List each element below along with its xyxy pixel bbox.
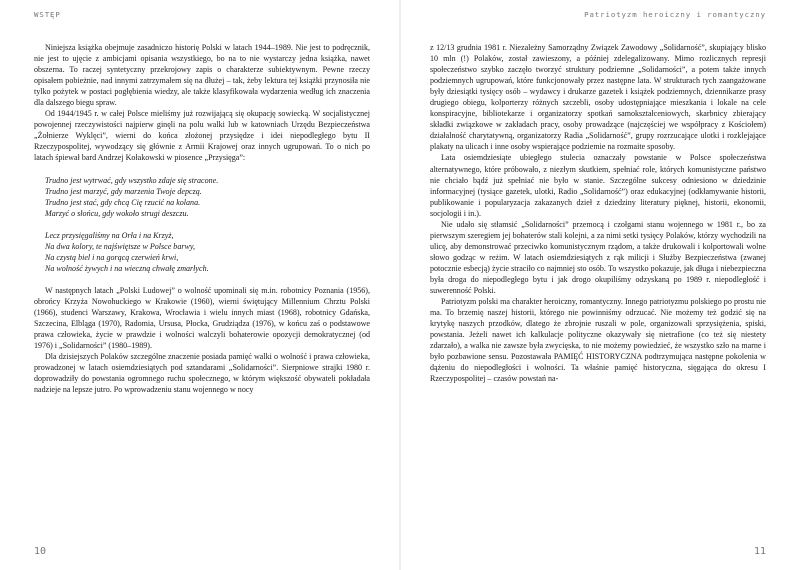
right-page-body xyxy=(430,42,766,384)
paragraph: Lata osiemdziesiąte ubiegłego stulecia oznaczały powstanie w Polsce społeczeństwa alternatywnego, które próbowało, z niezłym skutkiem, spełniać role, których komunistyczne państwo nie chciało bądź już spełniać nie było w stanie. Szczególne sukcesy odniesiono w dziedzinie informacyjnej (tysiące gazetek, ulotki, Radio „Solidarność”) oraz edukacyjnej (odkłamywanie historii, publikowanie i popularyzacja zakazanych dzieł z dziedziny literatury pięknej, historii, ekonomii, socjologii i in.). xyxy=(430,153,766,218)
poem-line: Trudno jest wytrwać, gdy wszystko zdaje się stracone. xyxy=(45,175,219,185)
poem-line: Trudno jest stać, gdy chcą Cię rzucić na kolana. xyxy=(45,197,201,207)
paragraph: Dla dzisiejszych Polaków szczególne znaczenie posiada pamięć walki o wolność i prawa człowieka, prowadzonej w latach osiemdziesiątych pod sztandarami „Solidarności”. Sierpniowe strajki 1980 r. doprowadziły do powstania ogromnego ruchu społecznego, w którym większość obywateli pokładała nadzieje na lepsze jutro. Po wprowadzeniu stanu wojennego w nocy xyxy=(34,352,370,395)
paragraph: Niniejsza książka obejmuje zasadniczo historię Polski w latach 1944–1989. Nie jest to podręcznik, nie jest to ujęcie z ambicjami opisania wszystkiego, bo na to nie wystarczy jedna książka, nawet obszerna. To raczej syntetyczny przekrojowy zapis o charakterze subiektywnym. Pewne rzeczy opisałem pobieżnie, nad innymi zatrzymałem się na dłużej – tak, żeby lektura tej książki przynosiła nie tylko pożytek w postaci pogłębienia wiedzy, ale także klasyfikowała wydarzenia według ich znaczenia dla dalszego biegu spraw. xyxy=(34,43,370,108)
poem-line: Na czystą biel i na gorącą czerwień krwi, xyxy=(45,252,179,262)
paragraph: Nie udało się stłamsić „Solidarności” przemocą i czołgami stanu wojennego w 1981 r., bo za pierwszym szeregiem jej bohaterów stali kolejni, a za nimi setki tysięcy Polaków, którzy wychodzili na ulicę, aby demonstrować przeciwko komunistycznym rządom, a także drukowali i kolportowali wolne słowo godząc w reżim. W latach osiemdziesiątych z rąk milicji i Służby Bezpieczeństwa (zwanej potocznie esbecją) życie straciło co najmniej sto osób. To wszystko pokazuje, jak długa i niebezpieczna była droga do niepodległego bytu i jak drogo okupiliśmy odzyskaną po 1989 r. niepodległość i suwerenność Polski. xyxy=(430,219,766,296)
right-page xyxy=(400,0,800,570)
page-number-right: 11 xyxy=(753,546,766,557)
running-head-right: Patriotyzm heroiczny i romantyczny xyxy=(584,10,766,19)
left-page-body xyxy=(34,42,370,395)
page-number-left: 10 xyxy=(34,546,47,557)
poem-quote xyxy=(45,175,370,274)
running-head-left: WSTĘP xyxy=(34,10,61,19)
poem-line: Na dwa kolory, te najświętsze w Polsce barwy, xyxy=(45,241,195,251)
poem-line: Trudno jest marzyć, gdy marzenia Twoje depczą. xyxy=(45,186,202,196)
paragraph: W następnych latach „Polski Ludowej” o wolność upominali się m.in. robotnicy Poznania (1956), obrońcy Krzyża Nowohuckiego w Krakowie (1960), wierni świętujący Millennium Chrztu Polski (1966), studenci Warszawy, Krakowa, Wrocławia i wielu innych miast (1968), robotnicy Gdańska, Szczecina, Elbląga (1970), Radomia, Ursusa, Płocka, Grudziądza (1976), w końcu zaś o podstawowe prawa człowieka, życie w prawdzie i wolności walczyli bohaterowie opozycji demokratycznej (od 1976) i „Solidarności” (1980–1989). xyxy=(34,285,370,351)
paragraph-continuation: z 12/13 grudnia 1981 r. Niezależny Samorządny Związek Zawodowy „Solidarność”, skupiający blisko 10 mln (!) Polaków, został zawieszony, a później zdelegalizowany. Mimo rozlicznych represji społeczeństwo szybko zaczęło tworzyć struktury podziemne „Solidarności”, a potem także innych podziemnych ugrupowań, które funkcjonowały przez następne lata. W strukturach tych zaangażowane były dziesiątki tysięcy osób – wydawcy i drukarze gazetek i książek podziemnych, dziennikarze prasy drugiego obiegu, kolporterzy różnych szczebli, osoby udostępniające mieszkania i lokale na cele konspiracyjne, bibliotekarze i organizatorzy spotkań samokształceniowych, skarbnicy zbierający składki związkowe w zakładach pracy, osoby prowadzące (najczęściej we współpracy z Kościołem) działalność charytatywną, organizatorzy Radia „Solidarność”, grupy rozrzucające ulotki i rozklejające plakaty na ulicach i inne osoby wspierające podziemie na rozmaite sposoby. xyxy=(430,43,766,152)
poem-line: Lecz przysięgaliśmy na Orła i na Krzyż, xyxy=(45,230,174,240)
paragraph: Od 1944/1945 r. w całej Polsce mieliśmy już rozwijającą się okupację sowiecką. W socjalistycznej powojennej rzeczywistości najpierw ginęli na polu walki lub w katowniach Urzędu Bezpieczeństwa „Żołnierze Wyklęci”, wierni do końca złożonej przysiędze i idei niepodległego bytu II Rzeczypospolitej, wywodzący się głównie z Armii Krajowej oraz innych ugrupowań. To o nich po latach śpiewał bard Andrzej Kołakowski w piosence „Przysięga”: xyxy=(34,109,370,163)
poem-line: Na wolność żywych i na wieczną chwałę zmarłych. xyxy=(45,263,209,273)
paragraph: Patriotyzm polski ma charakter heroiczny, romantyczny. Innego patriotyzmu polskiego po prostu nie ma. To brzemię naszej historii, którego nie powinniśmy odrzucać. Nie możemy też godzić się na krytykę naszych przodków, dlatego że zbrojnie ruszali w pole, organizowali sprzysiężenia, spiski, powstania. Jeżeli nawet ich kalkulacje polityczne okazywały się nietrafione (co też się niestety zdarzało), a walka nie zawsze była zwycięska, to nie możemy powiedzieć, że wszystko szło na marne i było pozbawione sensu. Pozostawała PAMIĘĆ HISTORYCZNA podtrzymująca następne pokolenia w dążeniu do niepodległości i wolności. Ta właśnie pamięć historyczna, sięgająca do okresu I Rzeczypospolitej – czasów powstań na- xyxy=(430,297,766,384)
poem-line: Marzyć o słońcu, gdy wokoło strugi deszczu. xyxy=(45,208,189,218)
